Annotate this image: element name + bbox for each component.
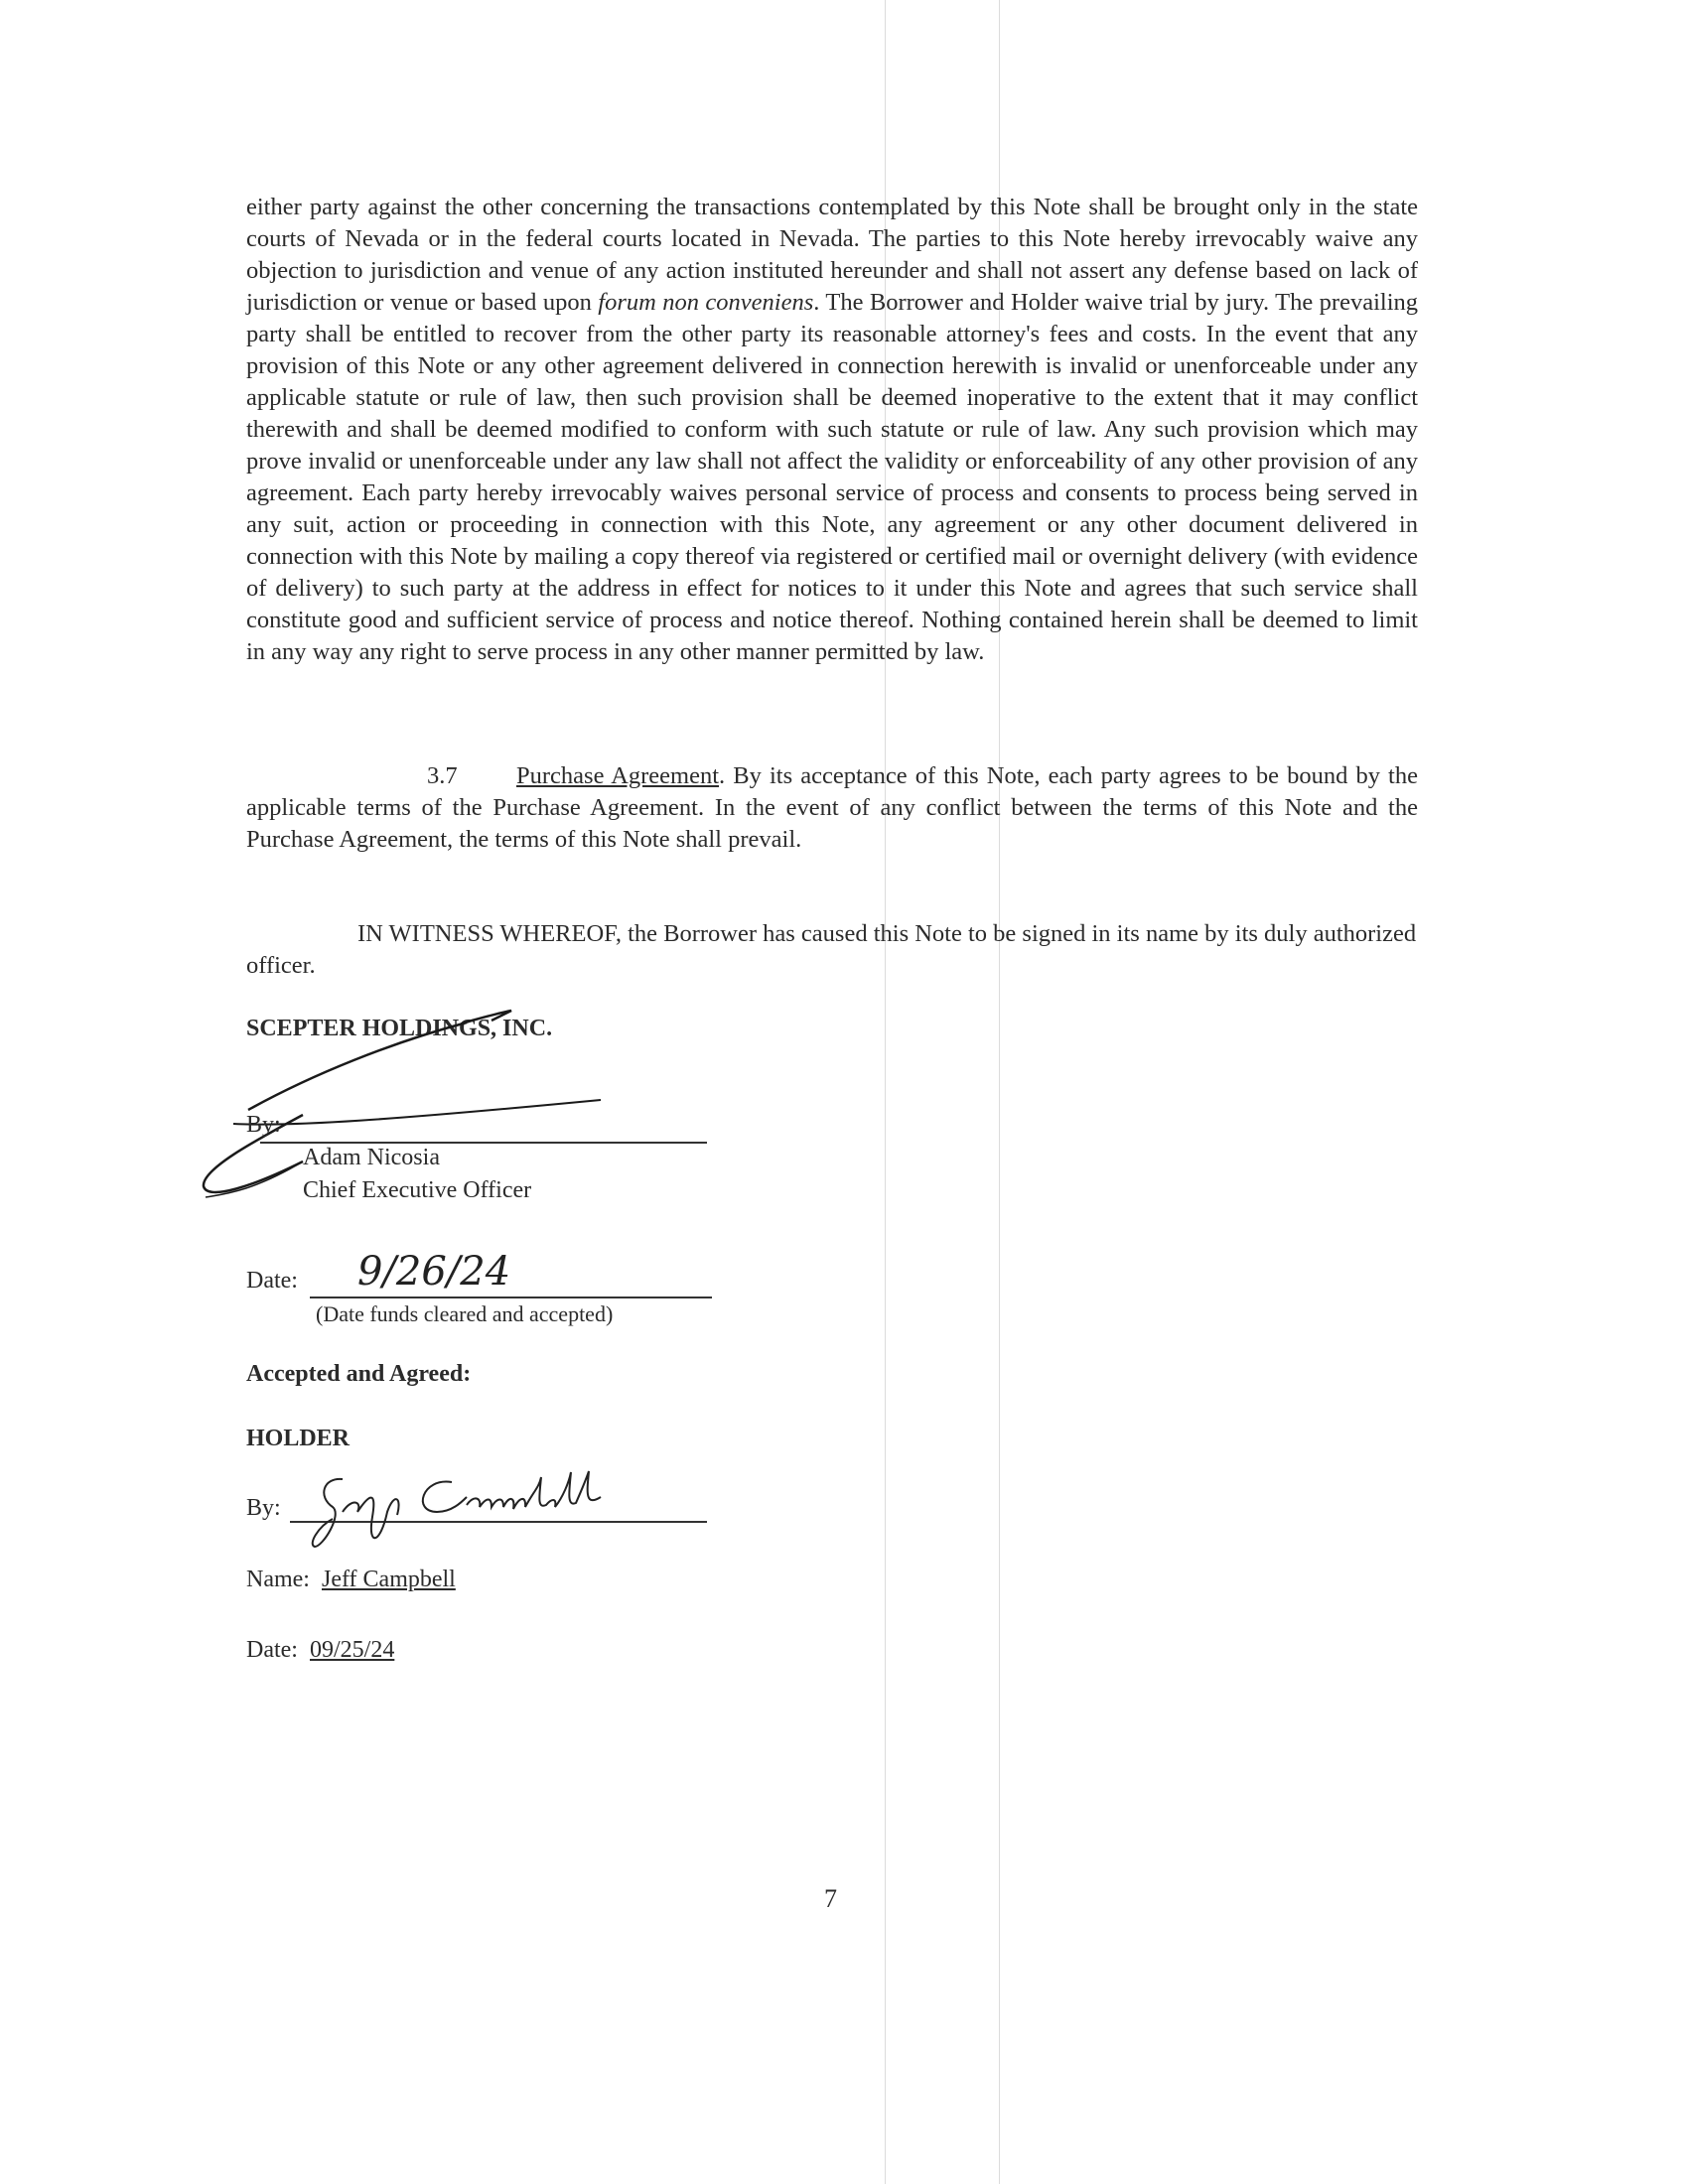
section-number: 3.7	[427, 762, 458, 789]
holder-date-row	[246, 1637, 394, 1664]
latin-phrase: forum non conveniens	[598, 289, 814, 316]
borrower-by-label: By:	[246, 1112, 281, 1138]
section-heading: Purchase Agreement	[516, 762, 720, 789]
signer-title: Chief Executive Officer	[303, 1177, 532, 1203]
borrower-date-handwritten: 9/26/24	[357, 1249, 511, 1295]
witness-clause: IN WITNESS WHEREOF, the Borrower has caused this Note to be signed in its name by its duly authorized officer.	[246, 920, 1417, 979]
holder-heading: HOLDER	[246, 1426, 351, 1451]
holder-name-label: Name:	[246, 1567, 310, 1592]
page-number: 7	[824, 1884, 837, 1913]
holder-name-row	[246, 1567, 456, 1593]
borrower-date-note: (Date funds cleared and accepted)	[316, 1301, 614, 1326]
holder-by-label: By:	[246, 1495, 281, 1521]
borrower-date-label: Date:	[246, 1268, 298, 1294]
body-paragraph: either party against the other concerning the transactions contemplated by this Note shall be brought only in the state courts of Nevada or in the federal courts located in Nevada. The parties to this Note hereby irrevocably waive any objection to jurisdiction and venue of any action instituted hereunder and shall not assert any defense based on lack of jurisdiction or venue or based upon forum non conveniens. The Borrower and Holder waive trial by jury. The prevailing party shall be entitled to recover from the other party its reasonable attorney's fees and costs. In the event that any provision of this Note or any other agreement delivered in connection herewith is invalid or unenforceable under any applicable statute or rule of law, then such provision shall be deemed inoperative to the extent that it may conflict therewith and shall be deemed modified to conform with such statute or rule of law. Any such provision which may prove invalid or unenforceable under any law shall not affect the validity or enforceability of any other provision of any agreement. Each party hereby irrevocably waives personal service of process and consents to process being served in any suit, action or proceeding in connection with this Note, any agreement or any other document delivered in connection with this Note by mailing a copy thereof via registered or certified mail or overnight delivery (with evidence of delivery) to such party at the address in effect for notices to it under this Note and agrees that such service shall constitute good and sufficient service of process and notice thereof. Nothing contained herein shall be deemed to limit in any way any right to serve process in any other manner permitted by law.	[246, 194, 1419, 665]
holder-date-label: Date:	[246, 1637, 298, 1663]
holder-date-value: 09/25/24	[309, 1637, 395, 1663]
section-3-7	[246, 760, 1418, 856]
holder-name-value: Jeff Campbell	[321, 1567, 456, 1592]
signer-name: Adam Nicosia	[303, 1145, 440, 1170]
section-text: . By its acceptance of this Note, each party agrees to be bound by the applicable terms of the Purchase Agreement. In the event of any conflict between the terms of this Note and the Purchase Agreement, the terms of this Note shall prevail.	[246, 762, 1418, 853]
borrower-date-line	[310, 1297, 712, 1298]
accepted-agreed-label: Accepted and Agreed:	[246, 1361, 472, 1387]
holder-signature	[303, 1467, 631, 1557]
borrower-company: SCEPTER HOLDINGS, INC.	[246, 1016, 553, 1041]
borrower-signature-line	[260, 1142, 707, 1144]
